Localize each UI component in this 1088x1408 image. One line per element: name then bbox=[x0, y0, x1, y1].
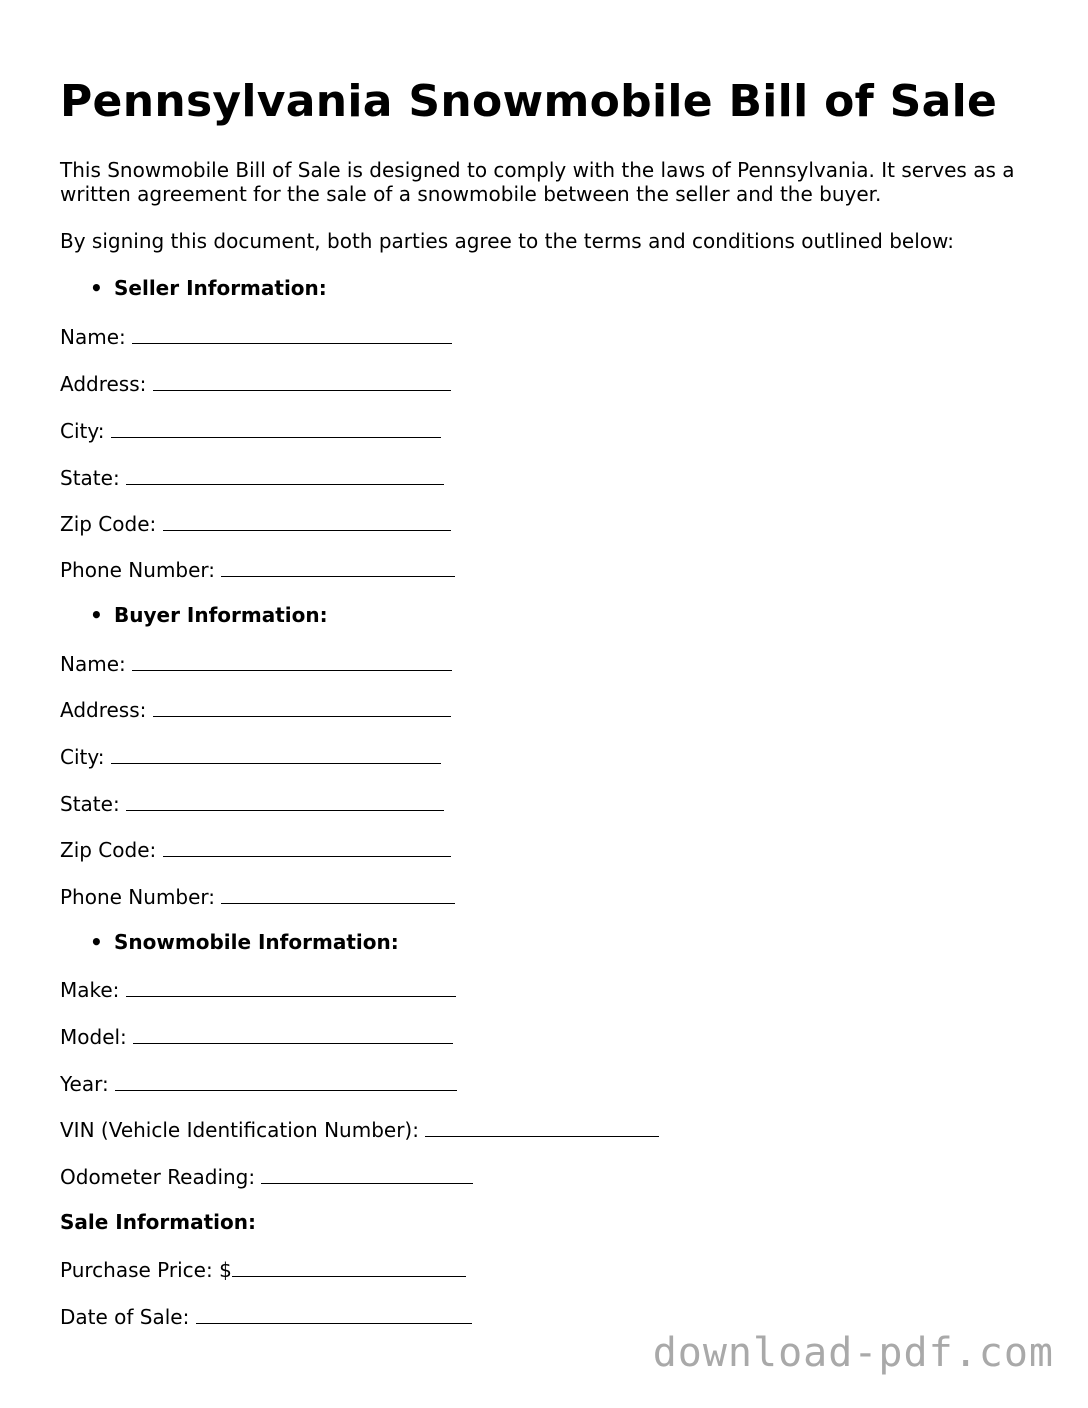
sale-date-blank[interactable] bbox=[196, 1303, 472, 1324]
seller-section-heading bbox=[90, 276, 327, 300]
field-label: Phone Number: bbox=[60, 558, 216, 582]
buyer-zip-field bbox=[60, 836, 451, 862]
snowmobile-heading-label: Snowmobile Information: bbox=[114, 930, 399, 954]
bullet-icon: • bbox=[90, 276, 103, 300]
buyer-address-field bbox=[60, 696, 451, 722]
snowmobile-vin-blank[interactable] bbox=[425, 1116, 659, 1137]
buyer-section-heading bbox=[90, 603, 328, 627]
field-label: Zip Code: bbox=[60, 838, 157, 862]
sale-price-blank[interactable] bbox=[232, 1256, 466, 1277]
snowmobile-make-field bbox=[60, 976, 456, 1002]
field-label: VIN (Vehicle Identification Number): bbox=[60, 1118, 419, 1142]
buyer-name-blank[interactable] bbox=[132, 650, 452, 671]
snowmobile-odometer-field bbox=[60, 1163, 473, 1189]
seller-zip-blank[interactable] bbox=[163, 510, 451, 531]
sale-date-field bbox=[60, 1303, 472, 1329]
buyer-city-blank[interactable] bbox=[111, 743, 441, 764]
buyer-name-field bbox=[60, 650, 452, 676]
seller-heading-label: Seller Information: bbox=[114, 276, 327, 300]
snowmobile-model-field bbox=[60, 1023, 453, 1049]
field-label: Name: bbox=[60, 325, 126, 349]
buyer-state-field bbox=[60, 790, 444, 816]
snowmobile-year-blank[interactable] bbox=[115, 1070, 457, 1091]
field-label: Name: bbox=[60, 652, 126, 676]
field-label: State: bbox=[60, 792, 120, 816]
intro-paragraph: This Snowmobile Bill of Sale is designed to comply with the laws of Pennsylvania. It serves as a written agreement for the sale of a snowmobile between the seller and the buyer. bbox=[60, 158, 1015, 206]
field-label: Odometer Reading: bbox=[60, 1165, 256, 1189]
field-label: City: bbox=[60, 745, 105, 769]
snowmobile-make-blank[interactable] bbox=[126, 976, 456, 997]
snowmobile-model-blank[interactable] bbox=[133, 1023, 453, 1044]
field-label: Date of Sale: bbox=[60, 1305, 190, 1329]
snowmobile-odometer-blank[interactable] bbox=[261, 1163, 473, 1184]
seller-name-blank[interactable] bbox=[132, 323, 452, 344]
bullet-icon: • bbox=[90, 930, 103, 954]
seller-name-field bbox=[60, 323, 452, 349]
field-label: Purchase Price: $ bbox=[60, 1258, 232, 1282]
seller-address-blank[interactable] bbox=[153, 370, 451, 391]
seller-city-field bbox=[60, 417, 441, 443]
snowmobile-section-heading bbox=[90, 930, 399, 954]
seller-city-blank[interactable] bbox=[111, 417, 441, 438]
bullet-icon: • bbox=[90, 603, 103, 627]
agreement-paragraph: By signing this document, both parties agree to the terms and conditions outlined below: bbox=[60, 229, 955, 253]
seller-zip-field bbox=[60, 510, 451, 536]
field-label: Model: bbox=[60, 1025, 127, 1049]
buyer-zip-blank[interactable] bbox=[163, 836, 451, 857]
field-label: State: bbox=[60, 466, 120, 490]
buyer-phone-field bbox=[60, 883, 455, 909]
seller-state-blank[interactable] bbox=[126, 464, 444, 485]
field-label: Year: bbox=[60, 1072, 109, 1096]
snowmobile-year-field bbox=[60, 1070, 457, 1096]
sale-section-heading: Sale Information: bbox=[60, 1210, 256, 1234]
seller-state-field bbox=[60, 464, 444, 490]
field-label: Address: bbox=[60, 372, 147, 396]
buyer-address-blank[interactable] bbox=[153, 696, 451, 717]
field-label: Address: bbox=[60, 698, 147, 722]
seller-phone-field bbox=[60, 556, 455, 582]
seller-address-field bbox=[60, 370, 451, 396]
buyer-phone-blank[interactable] bbox=[221, 883, 455, 904]
field-label: Phone Number: bbox=[60, 885, 216, 909]
page-title: Pennsylvania Snowmobile Bill of Sale bbox=[60, 76, 998, 127]
seller-phone-blank[interactable] bbox=[221, 556, 455, 577]
buyer-city-field bbox=[60, 743, 441, 769]
sale-price-field bbox=[60, 1256, 466, 1282]
buyer-heading-label: Buyer Information: bbox=[114, 603, 328, 627]
snowmobile-vin-field bbox=[60, 1116, 659, 1142]
buyer-state-blank[interactable] bbox=[126, 790, 444, 811]
watermark: download-pdf.com bbox=[652, 1330, 1054, 1376]
field-label: City: bbox=[60, 419, 105, 443]
field-label: Zip Code: bbox=[60, 512, 157, 536]
field-label: Make: bbox=[60, 978, 120, 1002]
